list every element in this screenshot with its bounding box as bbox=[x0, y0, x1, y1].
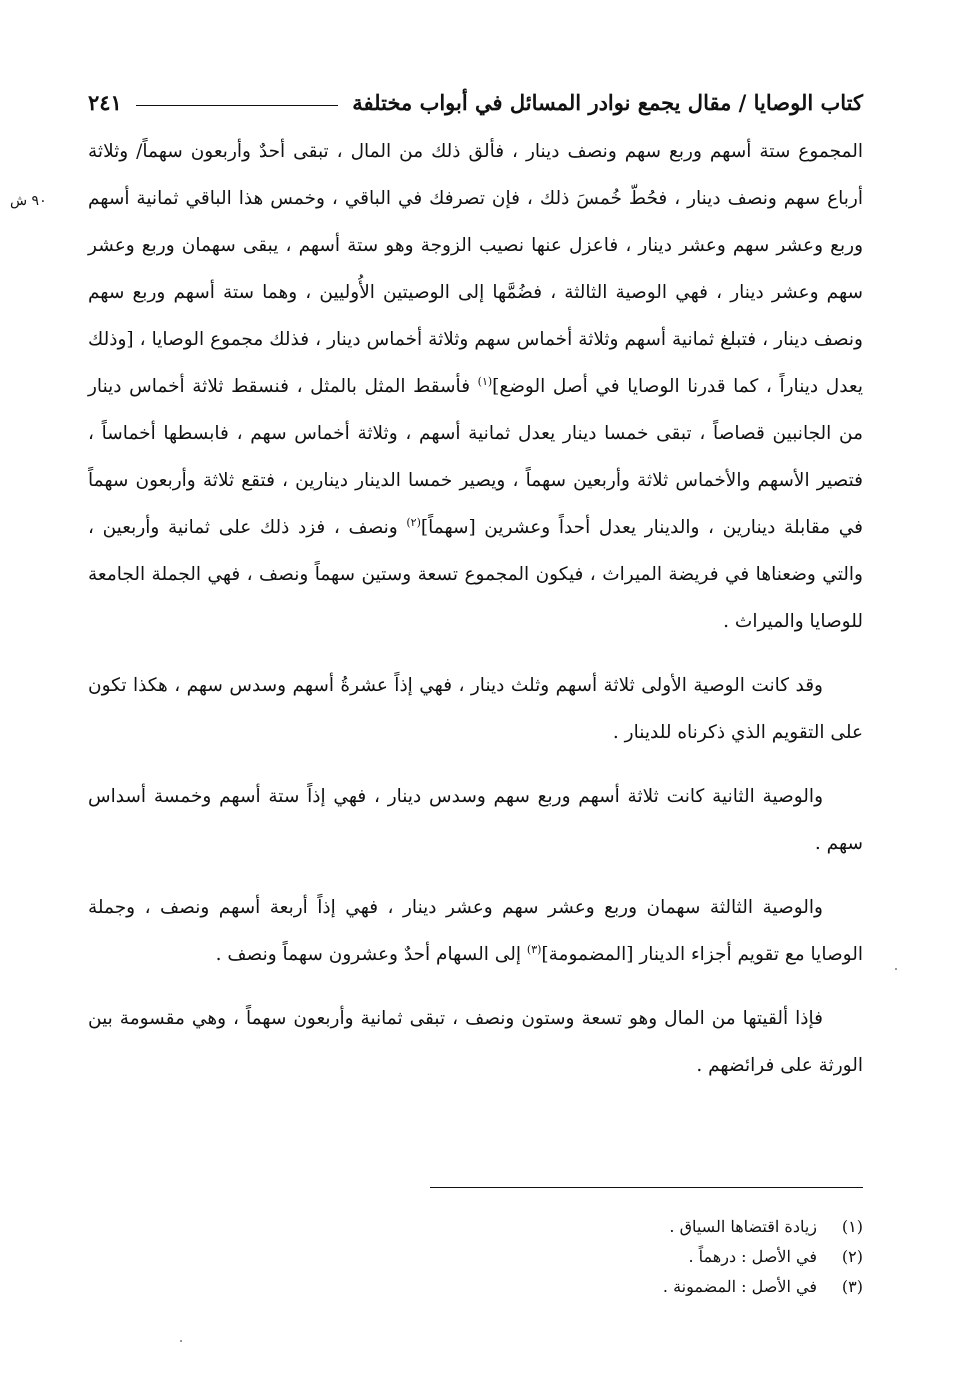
footnote-text: في الأصل : المضمونة . bbox=[662, 1277, 817, 1296]
footnote-ref: (١) bbox=[477, 374, 493, 388]
paragraph bbox=[88, 662, 863, 756]
footnote-text: في الأصل : درهماً . bbox=[688, 1247, 817, 1266]
footnote bbox=[300, 1272, 863, 1302]
scan-speck bbox=[180, 1340, 182, 1342]
footnote bbox=[300, 1212, 863, 1242]
paragraph-text: والوصية الثالثة سهمان وربع وعشر سهم وعشر دينار ، فهي إذاً أربعة أسهم ونصف ، وجملة الوصايا مع تقويم أجزاء الدينار [المضمومة] bbox=[88, 897, 863, 965]
paragraph-text: ونصف ، فزد ذلك على ثمانية وأربعين ، والتي وضعناها في فريضة الميراث ، فيكون المجموع تسعة وستين سهماً ونصف ، فهي الجملة الجامعة للوصايا والميراث . bbox=[88, 517, 863, 632]
header-rule bbox=[136, 105, 338, 106]
paragraph bbox=[88, 773, 863, 867]
paragraph bbox=[88, 128, 863, 645]
main-text bbox=[88, 128, 863, 1089]
paragraph-text: فأسقط المثل بالمثل ، فنسقط ثلاثة أخماس دينار من الجانبين قصاصاً ، تبقى خمسا دينار يعدل ثمانية أسهم ، وثلاثة أخماس سهم ، فابسطها أخماساً ، فتصير الأسهم والأخماس ثلاثة وأربعين سهماً ، ويصير خمسا الدينار دينارين ، فتقع ثلاثة وأربعون سهماً في مقابلة دينارين ، والدينار يعدل أحداً وعشرين [سهماً] bbox=[88, 376, 864, 538]
footnotes bbox=[300, 1212, 863, 1302]
margin-note: ٩٠ ش bbox=[10, 193, 47, 209]
paragraph-text: إلى السهام أحدٌ وعشرون سهماً ونصف . bbox=[215, 944, 527, 965]
paragraph bbox=[88, 995, 863, 1089]
footnote-ref: (٢) bbox=[406, 515, 421, 529]
footnote-number: (٢) bbox=[841, 1247, 863, 1266]
page-number: ٢٤١ bbox=[88, 89, 122, 115]
footnote-separator bbox=[430, 1187, 863, 1188]
footnote-ref: (٣) bbox=[526, 942, 542, 956]
scan-speck bbox=[895, 968, 897, 970]
paragraph-text: فإذا ألقيتها من المال وهو تسعة وستون ونصف ، تبقى ثمانية وأربعون سهماً ، وهي مقسومة بين الورثة على فرائضهم . bbox=[88, 1008, 863, 1076]
paragraph-text: وقد كانت الوصية الأولى ثلاثة أسهم وثلث دينار ، فهي إذاً عشرةُ أسهم وسدس سهم ، هكذا تكون على التقويم الذي ذكرناه للدينار . bbox=[88, 675, 863, 743]
footnote-number: (١) bbox=[841, 1217, 863, 1236]
paragraph-text: المجموع ستة أسهم وربع سهم ونصف دينار ، فألق ذلك من المال ، تبقى أحدٌ وأربعون سهماً/ وثلاثة أرباع سهم ونصف دينار ، فحُطّ خُمسَ ذلك ، فإن تصرفك في الباقي ، وخمس هذا الباقي ثمانية أسهم وربع وعشر سهم وعشر دينار ، فاعزل عنها نصيب الزوجة وهو ستة أسهم ، يبقى سهمان وربع وعشر سهم وعشر دينار ، فهي الوصية الثالثة ، فضُمَّها إلى الوصيتين الأُوليين ، وهما ستة أسهم وربع سهم ونصف دينار ، فتبلغ ثمانية أسهم وثلاثة أخماس سهم وثلاثة أخماس دينار ، فذلك مجموع الوصايا ، [وذلك يعدل ديناراً ، كما قدرنا الوصايا في أصل الوضع] bbox=[88, 141, 863, 397]
footnote-text: زيادة اقتضاها السياق . bbox=[669, 1217, 817, 1236]
page-header bbox=[88, 80, 863, 124]
paragraph-text: والوصية الثانية كانت ثلاثة أسهم وربع سهم وسدس دينار ، فهي إذاً ستة أسهم وخمسة أسداس سهم . bbox=[88, 786, 863, 854]
paragraph bbox=[88, 884, 863, 978]
footnote-number: (٣) bbox=[841, 1277, 863, 1296]
footnote bbox=[300, 1242, 863, 1272]
running-title: كتاب الوصايا / مقال يجمع نوادر المسائل في أبواب مختلفة bbox=[352, 89, 863, 115]
